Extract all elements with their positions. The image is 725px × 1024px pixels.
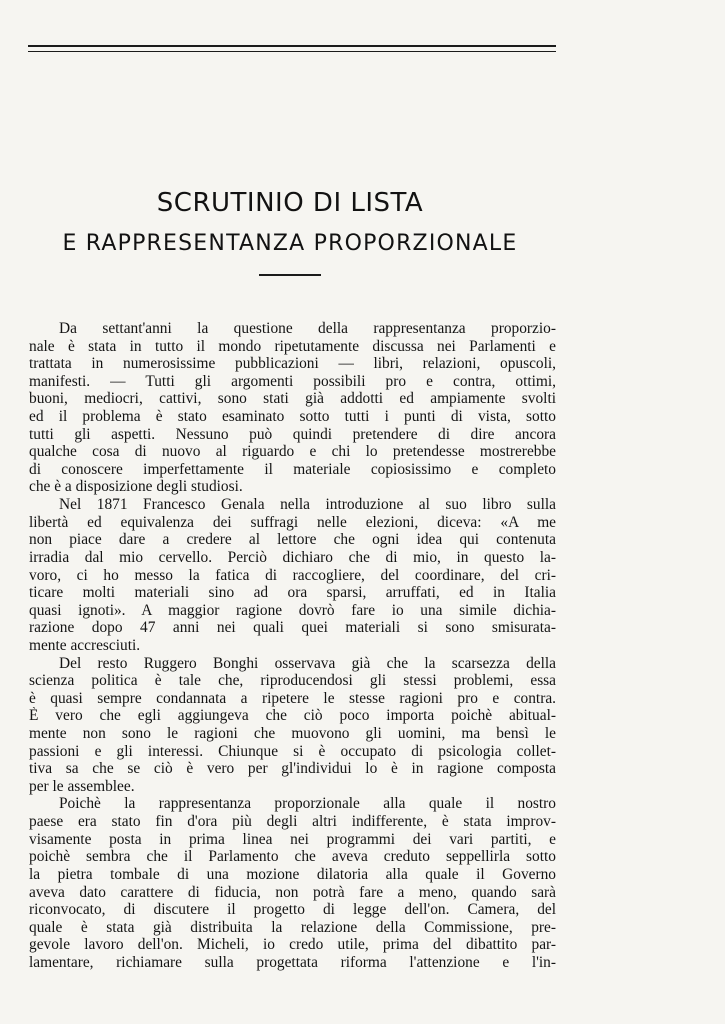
text-line: tutti gli aspetti. Nessuno può quindi pretendere di dire ancora	[29, 425, 556, 443]
text-line: Del resto Ruggero Bonghi osservava già che la scarsezza della	[59, 654, 556, 672]
text-line: tiva sa che se ciò è vero per gl'individui lo è in ragione composta	[29, 760, 556, 778]
text-line: È vero che egli aggiungeva che ciò poco importa poichè abitual-	[29, 707, 556, 725]
text-line: riconvocato, di discutere il progetto di legge dell'on. Camera, del	[29, 901, 556, 919]
text-line: nale è stata in tutto il mondo ripetutamente discussa nei Parlamenti e	[29, 337, 556, 355]
text-line: quasi ignoti». A maggior ragione dovrò fare io una simile dichia-	[29, 601, 556, 619]
text-line: voro, ci ho messo la fatica di raccogliere, del coordinare, del cri-	[29, 566, 556, 584]
text-line: manifesti. — Tutti gli argomenti possibili pro e contra, ottimi,	[29, 372, 556, 390]
body-text	[29, 320, 556, 972]
page-subtitle: E RAPPRESENTANZA PROPORZIONALE	[62, 231, 518, 256]
text-line: Poichè la rappresentanza proporzionale alla quale il nostro	[59, 795, 556, 813]
top-double-rule-upper	[28, 45, 556, 47]
text-line: per le assemblee.	[29, 777, 135, 795]
text-line: che è a disposizione degli studiosi.	[29, 478, 243, 496]
text-line: è quasi sempre condannata a ripetere le stesse ragioni pro e contra.	[29, 689, 556, 707]
text-line: qualche cosa di nuovo al riguardo e chi lo pretendesse mostrerebbe	[29, 443, 556, 461]
text-line: non piace dare a credere al lettore che ogni idea qui contenuta	[29, 531, 556, 549]
text-line: buoni, mediocri, cattivi, sono stati già addotti ed ampiamente svolti	[29, 390, 556, 408]
text-line: ticare molti materiali sino ad ora sparsi, arruffati, ed in Italia	[29, 584, 556, 602]
text-line: Da settant'anni la questione della rappresentanza proporzio-	[59, 320, 556, 337]
text-line: aveva dato carattere di fiducia, non potrà fare a meno, quando sarà	[29, 883, 556, 901]
title-divider	[259, 274, 321, 276]
text-line: scienza politica è tale che, riproducendosi gli stessi problemi, essa	[29, 672, 556, 690]
text-line: trattata in numerosissime pubblicazioni — libri, relazioni, opuscoli,	[29, 355, 556, 373]
text-line: di conoscere imperfettamente il materiale copiosissimo e completo	[29, 460, 556, 478]
text-line: lamentare, richiamare sulla progettata riforma l'attenzione e l'in-	[29, 953, 556, 971]
text-line: mente accresciuti.	[29, 636, 141, 654]
text-line: libertà ed equivalenza dei suffragi nelle elezioni, diceva: «A me	[29, 513, 556, 531]
text-line: ed il problema è stato esaminato sotto tutti i punti di vista, sotto	[29, 408, 556, 426]
text-line: gevole lavoro dell'on. Micheli, io credo utile, prima del dibattito par-	[29, 936, 556, 954]
text-line: la pietra tombale di una mozione dilatoria alla quale il Governo	[29, 865, 556, 883]
text-line: Nel 1871 Francesco Genala nella introduzione al suo libro sulla	[59, 496, 556, 514]
text-line: visamente posta in prima linea nei programmi dei vari partiti, e	[29, 830, 556, 848]
text-line: irradia dal mio cervello. Perciò dichiaro che di mio, in questo la-	[29, 548, 556, 566]
text-line: passioni e gli interessi. Chiunque si è occupato di psicologia collet-	[29, 742, 556, 760]
text-line: paese era stato fin d'ora più degli altri indifferente, è stata improv-	[29, 813, 556, 831]
text-line: quale è stata già distribuita la relazione della Commissione, pre-	[29, 918, 556, 936]
text-line: razione dopo 47 anni nei quali quei materiali si sono smisurata-	[29, 619, 556, 637]
text-line: poichè sembra che il Parlamento che aveva creduto seppellirla sotto	[29, 848, 556, 866]
text-line: mente non sono le ragioni che muovono gli uomini, ma bensì le	[29, 725, 556, 743]
top-double-rule-lower	[28, 51, 556, 52]
page-title: SCRUTINIO DI LISTA	[156, 188, 424, 218]
